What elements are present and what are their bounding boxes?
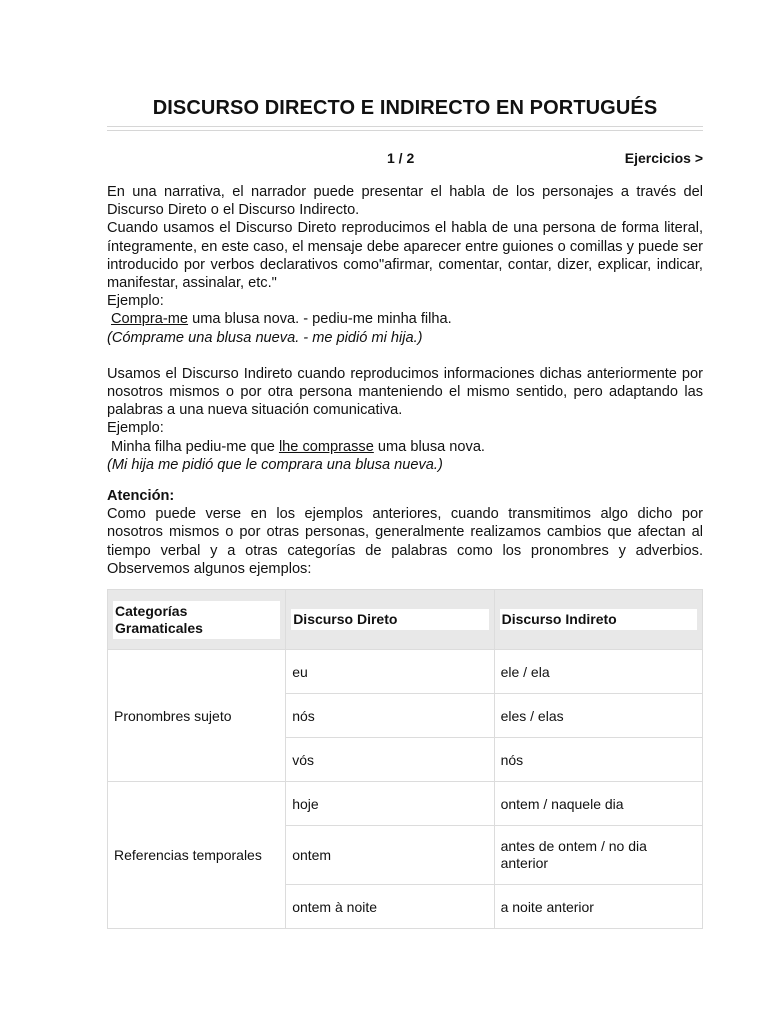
- example-label-2: Ejemplo:: [107, 420, 164, 437]
- table-header-row: [108, 590, 703, 650]
- example-indirect-translation: (Mi hija me pidió que le comprara una blusa nueva.): [107, 456, 443, 473]
- example-indirect-text-before: Minha filha pediu-me que: [111, 438, 279, 455]
- category-cell: Referencias temporales: [108, 782, 286, 929]
- indirect-cell: eles / elas: [494, 694, 702, 738]
- paragraph-indirect-speech: Usamos el Discurso Indireto cuando reproducimos informaciones dichas anteriormente por nosotros mismos o por otra persona manteniendo el mismo sentido, pero adaptando las palabras a una nueva situación comunicativa.: [107, 365, 703, 419]
- direct-cell: nós: [286, 694, 494, 738]
- indirect-cell: ele / ela: [494, 650, 702, 694]
- direct-cell: eu: [286, 650, 494, 694]
- paragraph-intro: En una narrativa, el narrador puede presentar el habla de los personajes a través del Discurso Direto o el Discurso Indirecto.: [107, 184, 703, 219]
- pagination-bar: [107, 150, 703, 170]
- example-indirect-underlined: lhe comprasse: [278, 438, 374, 455]
- example-label: Ejemplo:: [107, 293, 164, 310]
- comparison-table: [107, 589, 703, 929]
- title-divider: [107, 126, 703, 131]
- table-row: [108, 650, 703, 694]
- document-body: [107, 183, 703, 578]
- direct-cell: ontem à noite: [286, 885, 494, 929]
- direct-cell: ontem: [286, 826, 494, 885]
- example-direct-translation: (Cómprame una blusa nueva. - me pidió mi hija.): [107, 329, 423, 346]
- indirect-cell: a noite anterior: [494, 885, 702, 929]
- example-indirect-text-after: uma blusa nova.: [373, 438, 485, 455]
- paragraph-direct-speech: Cuando usamos el Discurso Direto reproducimos el habla de una persona de forma literal, íntegramente, en este caso, el mensaje debe aparecer entre guiones o comillas y puede ser introducido por verbos declarativos como"afirmar, comentar, contar, dizer, explicar, indicar, manifestar, assinalar, etc.": [107, 220, 703, 292]
- attention-heading: Atención:: [107, 488, 175, 505]
- example-direct-underlined: Compra-me: [111, 311, 189, 328]
- paragraph-attention: Como puede verse en los ejemplos anteriores, cuando transmitimos algo dicho por nosotros mismos o por otras personas, generalmente realizamos cambios que afectan al tiempo verbal y a otras categorías de palabras como los pronombres y adverbios. Observemos algunos ejemplos:: [107, 506, 703, 577]
- example-direct-text: uma blusa nova. - pediu-me minha filha.: [188, 311, 452, 328]
- direct-cell: hoje: [286, 782, 494, 826]
- example-indirect: [107, 438, 703, 456]
- header-direct: Discurso Direto: [286, 590, 494, 650]
- spacer: [107, 474, 703, 487]
- category-cell: Pronombres sujeto: [108, 650, 286, 782]
- indirect-cell: antes de ontem / no dia anterior: [494, 826, 702, 885]
- direct-cell: vós: [286, 738, 494, 782]
- exercises-link[interactable]: Ejercicios >: [624, 150, 703, 166]
- header-indirect: Discurso Indireto: [494, 590, 702, 650]
- page-title: DISCURSO DIRECTO E INDIRECTO EN PORTUGUÉS: [152, 97, 658, 119]
- page-indicator: 1 / 2: [387, 150, 415, 166]
- indirect-cell: ontem / naquele dia: [494, 782, 702, 826]
- spacer: [107, 347, 703, 365]
- example-direct: [107, 310, 703, 328]
- table-row: [108, 782, 703, 826]
- header-category: Categorías Gramaticales: [108, 590, 286, 650]
- indirect-cell: nós: [494, 738, 702, 782]
